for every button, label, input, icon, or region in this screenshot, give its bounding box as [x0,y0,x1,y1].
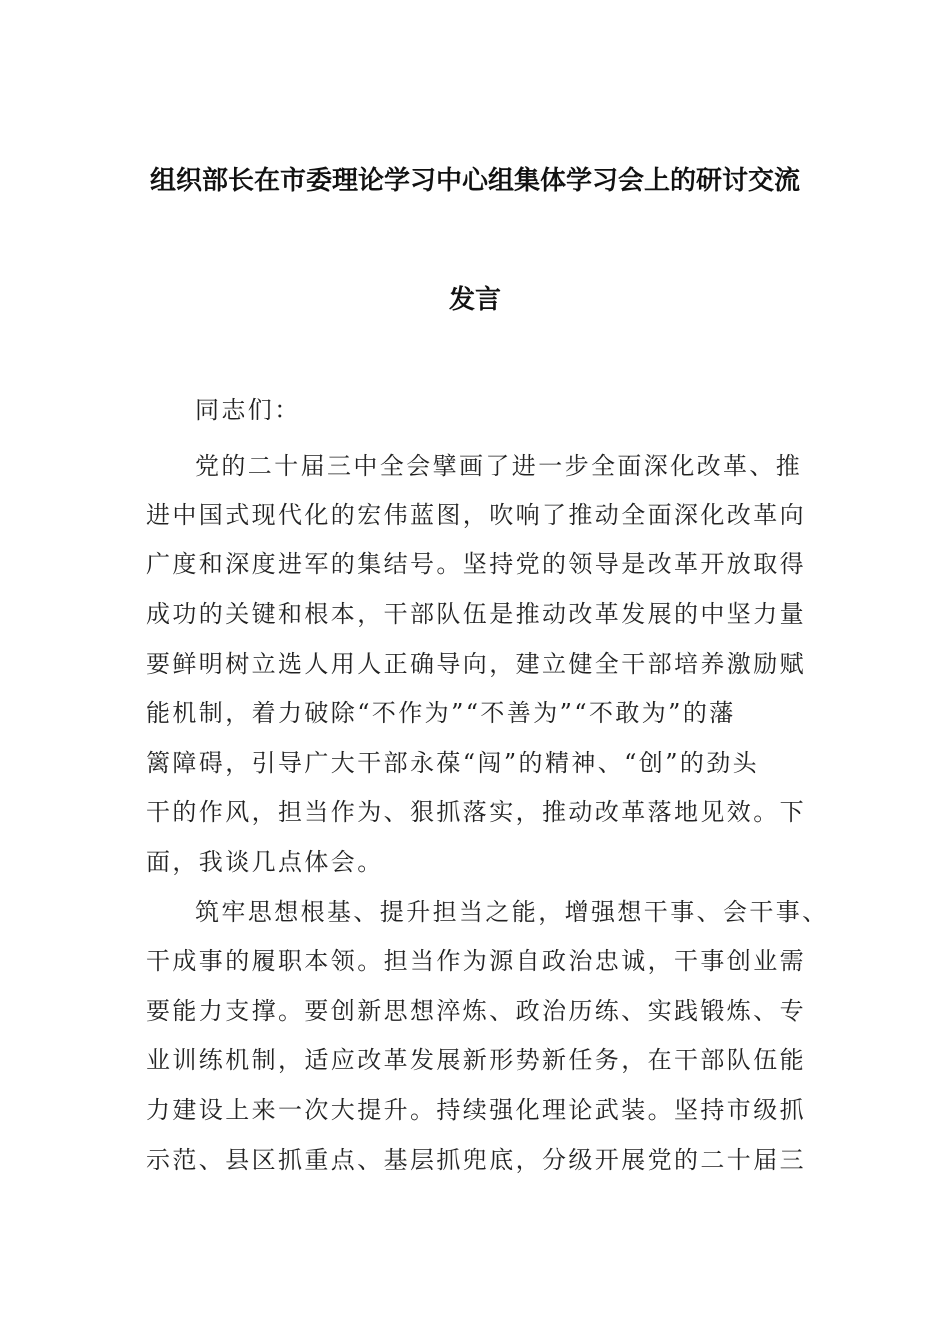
body-line: 篱障碍，引导广大干部永葆“闯”的精神、“创”的劲头 [146,749,760,777]
body-line: 筑牢思想根基、提升担当之能，增强想干事、会干事、 [195,898,829,926]
document-title-line-2: 发言 [448,285,501,315]
document-title-line-1: 组织部长在市委理论学习中心组集体学习会上的研讨交流 [149,166,800,196]
body-line: 干成事的履职本领。担当作为源自政治忠诚，干事创业需 [146,947,806,975]
body-line: 干的作风，担当作为、狠抓落实，推动改革落地见效。下 [146,798,806,826]
salutation: 同志们： [195,396,301,424]
body-line: 面，我谈几点体会。 [146,848,384,876]
body-line: 要能力支撑。要创新思想淬炼、政治历练、实践锻炼、专 [146,997,806,1025]
body-line: 业训练机制，适应改革发展新形势新任务，在干部队伍能 [146,1046,806,1074]
body-line: 进中国式现代化的宏伟蓝图，吹响了推动全面深化改革向 [146,501,806,529]
body-line: 能机制，着力破除“不作为”“不善为”“不敢为”的藩 [146,699,736,727]
body-line: 示范、县区抓重点、基层抓兜底，分级开展党的二十届三 [146,1146,806,1174]
body-line: 党的二十届三中全会擘画了进一步全面深化改革、推 [195,452,803,480]
body-line: 力建设上来一次大提升。持续强化理论武装。坚持市级抓 [146,1096,806,1124]
body-line: 要鲜明树立选人用人正确导向，建立健全干部培养激励赋 [146,650,806,678]
body-line: 成功的关键和根本，干部队伍是推动改革发展的中坚力量 [146,600,806,628]
body-line: 广度和深度进军的集结号。坚持党的领导是改革开放取得 [146,550,806,578]
